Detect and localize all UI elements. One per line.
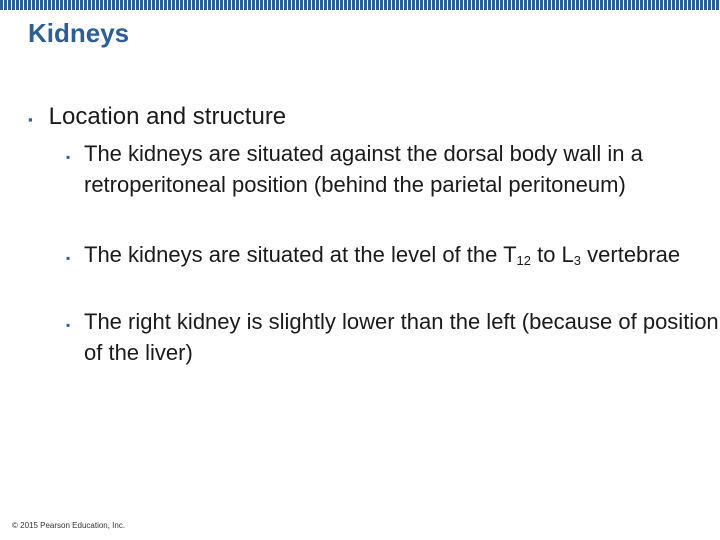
bullet-text: The kidneys are situated against the dorsal body wall in a retroperitoneal position (behind the parietal peritoneum)	[84, 141, 643, 197]
square-bullet-icon: ▪	[28, 112, 33, 127]
bullet-level2-right-kidney	[66, 308, 720, 367]
bullet-text: The right kidney is slightly lower than the left (because of position of the liver)	[84, 309, 719, 365]
bullet-level2-retroperitoneal	[66, 140, 720, 199]
bullet-level2-vertebrae	[66, 241, 720, 272]
bullet-text-post: vertebrae	[581, 242, 681, 267]
top-decorative-rule	[0, 0, 720, 10]
square-bullet-icon: ▪	[66, 318, 71, 332]
subscript-12: 12	[516, 253, 531, 268]
copyright-footer: © 2015 Pearson Education, Inc.	[12, 521, 126, 530]
slide-title: Kidneys	[28, 18, 130, 48]
square-bullet-icon: ▪	[66, 150, 71, 164]
subscript-3: 3	[573, 253, 582, 268]
bullet-text: Location and structure	[48, 103, 287, 130]
bullet-level1-location	[28, 102, 286, 135]
bullet-text-mid: to L	[530, 242, 574, 267]
bullet-text-pre: The kidneys are situated at the level of the T	[84, 242, 517, 267]
square-bullet-icon: ▪	[66, 251, 71, 265]
